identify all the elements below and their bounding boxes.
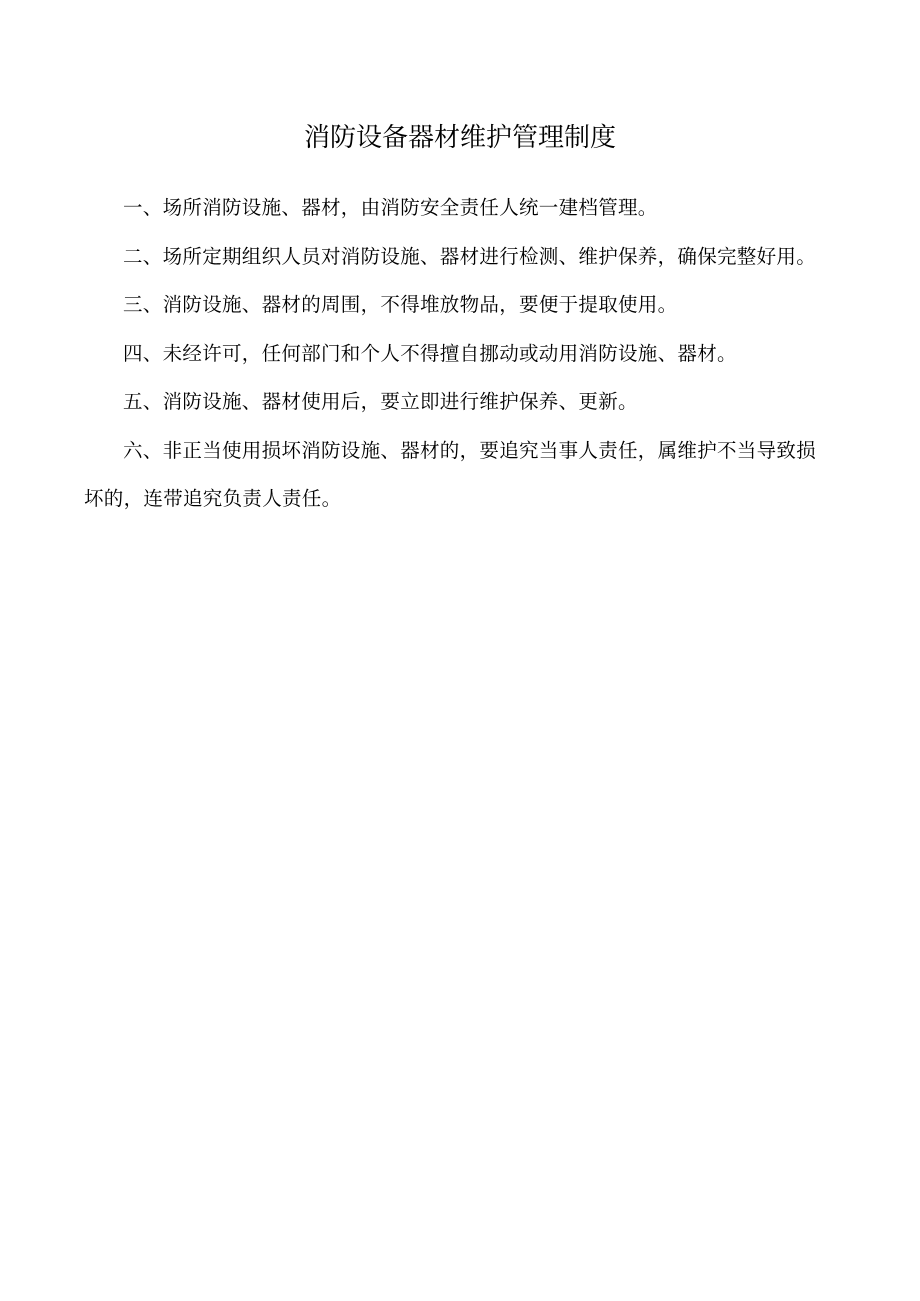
document-title: 消防设备器材维护管理制度: [303, 123, 616, 153]
document-body: [84, 184, 826, 524]
regulation-item-5: 五、消防设施、器材使用后，要立即进行维护保养、更新。: [123, 390, 638, 413]
regulation-item-3: 三、消防设施、器材的周围，不得堆放物品，要便于提取使用。: [123, 293, 678, 316]
regulation-item-4: 四、未经许可，任何部门和个人不得擅自挪动或动用消防设施、器材。: [123, 341, 737, 365]
regulation-item-6: 六、非正当使用损坏消防设施、器材的，要追究当事人责任，属维护不当导致损坏的，连带追究负责人责任。: [84, 438, 817, 510]
regulation-item-2: 二、场所定期组织人员对消防设施、器材进行检测、维护保养，确保完整好用。: [123, 244, 817, 268]
regulation-item-1: 一、场所消防设施、器材，由消防安全责任人统一建档管理。: [123, 196, 658, 219]
